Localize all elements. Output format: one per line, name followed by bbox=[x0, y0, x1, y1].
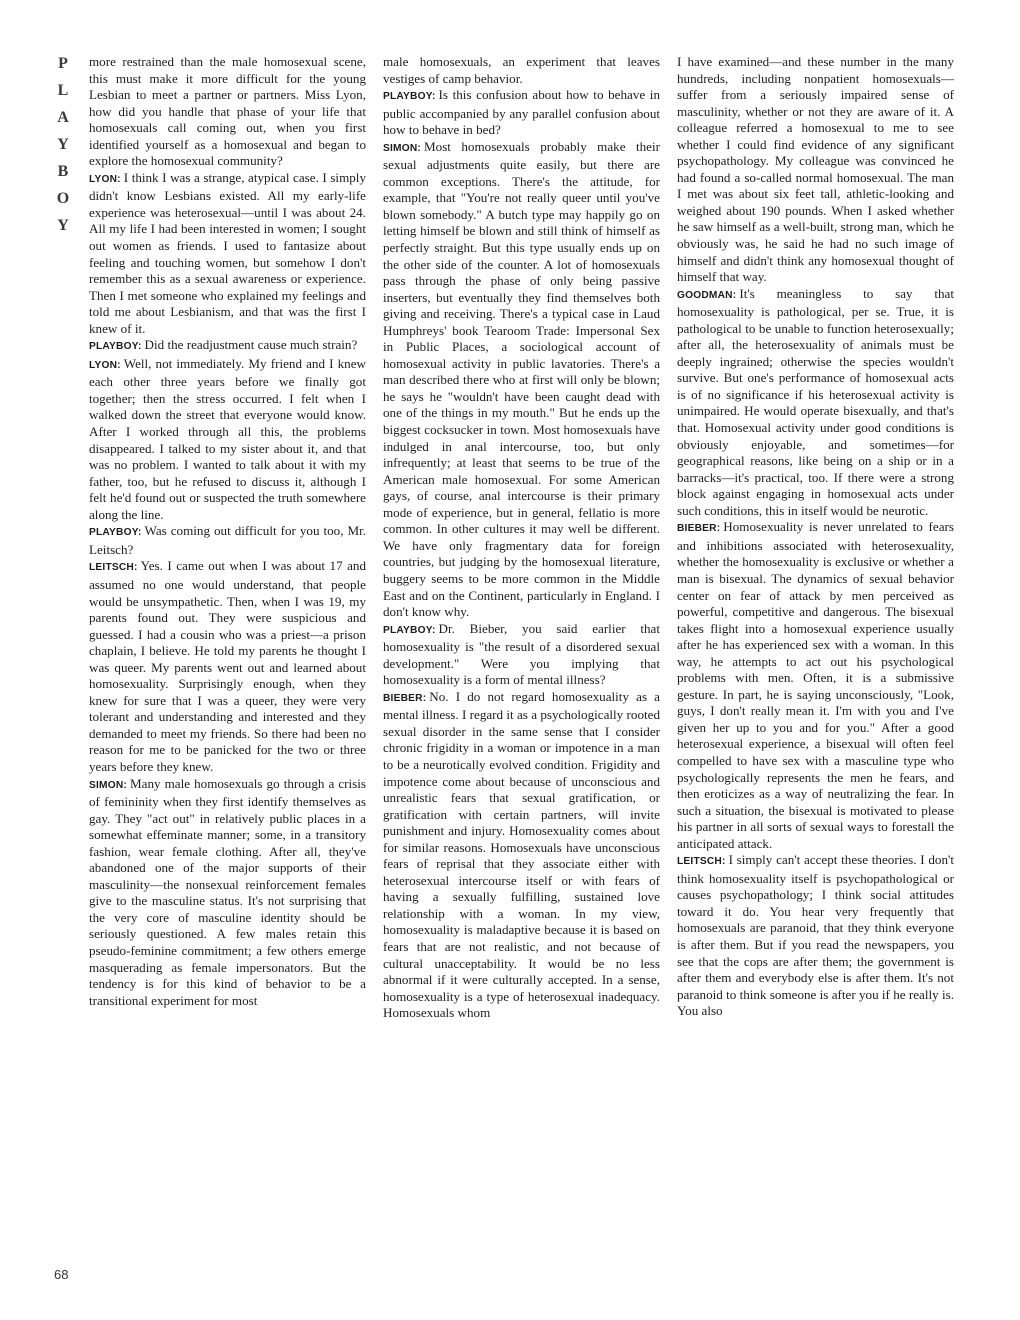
masthead-letter: P bbox=[58, 55, 68, 72]
paragraph bbox=[383, 621, 660, 689]
speaker-label: GOODMAN: bbox=[677, 289, 737, 301]
paragraph bbox=[383, 139, 660, 621]
paragraph-text: more restrained than the male homosexual scene, this must make it more difficult for the young Lesbian to meet a partner or partners. Miss Lyon, how did you handle that phase of your life that homosexuals call coming out, when you first identified yourself as a homosexual and began to explore the homosexual community? bbox=[89, 54, 366, 169]
paragraph bbox=[89, 337, 366, 356]
masthead-letter: O bbox=[56, 190, 70, 207]
paragraph-text: Was coming out difficult for you too, Mr. Leitsch? bbox=[89, 523, 366, 557]
masthead-letter: A bbox=[57, 109, 69, 126]
paragraph-text: Is this confusion about how to behave in public accompanied by any parallel confusion about how to behave in bed? bbox=[383, 87, 660, 138]
paragraph-text: No. I do not regard homosexuality as a mental illness. I regard it as a psychologically rooted sexual disorder in the same sense that I consider chronic frigidity in a woman or impotence in a man to be a neurotically evolved condition. Frigidity and impotence come about because of unconscious and unrealistic fears that sexual gratification, or gratification with certain partners, will invite punishment and injury. Homosexuality comes about for similar reasons. Homosexuals have unconscious fears of reprisal that they associate either with heterosexual intercourse itself or with fears of having a sexually fulfilling, sustained love relationship with a woman. In my view, homosexuality is maladaptive because it is based on fears that are not realistic, and not because of cultural unacceptability. It would be no less abnormal if it were culturally accepted. In a sense, homosexuality is a type of heterosexual inadequacy. Homosexuals whom bbox=[383, 688, 660, 1021]
paragraph bbox=[89, 558, 366, 775]
speaker-label: LYON: bbox=[89, 173, 121, 185]
paragraph-text: I think I was a strange, atypical case. I simply didn't know Lesbians existed. All my early-life experience was heterosexual—until I was about 24. All my life I had been interested in women; I sought out women as friends. I used to fantasize about feeling and touching women, but somehow I don't remember this as a sexual awareness or experience. Then I met someone who explained my feelings and told me about Lesbianism, and that was the first I knew of it. bbox=[89, 169, 366, 336]
text-column-2 bbox=[383, 54, 660, 1022]
paragraph bbox=[383, 87, 660, 139]
text-column-3 bbox=[677, 54, 954, 1020]
paragraph-text: Many male homosexuals go through a crisis of femininity when they first identify themselves as gay. They "act out" in relatively public places in a somewhat effeminate manner; some, in a transitory fashion, wear female clothing. After all, they've abandoned one of the major supports of their masculinity—the nonsexual reinforcement females give to the masculine status. It's not surprising that the very core of masculine identity should be seriously questioned. A few males retain this pseudo-feminine commitment; a few others emerge masquerading as female impersonators. But the tendency is for this kind of behavior to be a transitional experiment for most bbox=[89, 775, 366, 1008]
speaker-label: SIMON: bbox=[89, 779, 127, 791]
masthead-letter: Y bbox=[57, 136, 69, 153]
paragraph-text: Yes. I came out when I was about 17 and assumed no one would understand, that people would be unsympathetic. Then, when I was 19, my parents found out. They were suspicious and guessed. I had a cousin who was a priest—a prison chaplain, I believe. He told my parents he thought I was queer. My parents went out and learned about homosexuality. Surprisingly enough, when they knew for sure that I was a queer, they were very tolerant and understanding and interested and they demanded to meet my friends. So there had been no reason for me to be panicked for the two or three years before they knew. bbox=[89, 558, 366, 774]
page-number: 68 bbox=[54, 1267, 69, 1282]
speaker-label: LEITSCH: bbox=[677, 856, 726, 868]
paragraph bbox=[677, 54, 954, 286]
paragraph bbox=[89, 523, 366, 558]
text-column-1 bbox=[89, 54, 366, 1009]
speaker-label: BIEBER: bbox=[383, 692, 427, 704]
speaker-label: PLAYBOY: bbox=[89, 527, 142, 539]
speaker-label: LYON: bbox=[89, 359, 121, 371]
paragraph bbox=[383, 689, 660, 1022]
paragraph bbox=[89, 356, 366, 523]
masthead-letter: Y bbox=[57, 217, 69, 234]
paragraph bbox=[677, 286, 954, 520]
paragraph bbox=[89, 776, 366, 1010]
paragraph-text: I have examined—and these number in the many hundreds, including nonpatient homosexuals—suffer from a seriously impaired sense of masculinity, whether or not they are aware of it. A colleague referred a homosexual to me to see whether I could find evidence of any significant psychopathology. My colleague was convinced he had found a so-called normal homosexual. The man I met was about six feet tall, athletic-looking and weighed about 190 pounds. When I asked whether he saw himself as a well-built, strong man, which he obviously was, he said he had no such image of himself and didn't think any homosexual thought of himself that way. bbox=[677, 54, 954, 285]
speaker-label: PLAYBOY: bbox=[383, 91, 436, 103]
speaker-label: PLAYBOY: bbox=[89, 341, 142, 353]
paragraph bbox=[89, 170, 366, 337]
paragraph bbox=[677, 519, 954, 852]
paragraph-text: It's meaningless to say that homosexuality is pathological, per se. True, it is pathological to be unable to function heterosexually; after all, the heterosexuality of animals must be deeply ingrained; otherwise the species wouldn't survive. But one's performance of homosexual acts is of no significance if his heterosexual activity is unimpaired. He would operate bisexually, and that's that. Homosexual activity under good conditions is obviously enjoyable, and sometimes—for geographical reasons, like being on a ship or in a barracks—it's practical, too. If there were a strong block against engaging in homosexual acts under such conditions, this in itself would be neurotic. bbox=[677, 285, 954, 518]
paragraph bbox=[677, 852, 954, 1019]
speaker-label: PLAYBOY: bbox=[383, 624, 436, 636]
paragraph bbox=[89, 54, 366, 170]
masthead-letter: B bbox=[57, 163, 69, 180]
speaker-label: SIMON: bbox=[383, 142, 421, 154]
paragraph-text: male homosexuals, an experiment that leaves vestiges of camp behavior. bbox=[383, 54, 660, 86]
paragraph-text: Most homosexuals probably make their sexual adjustments quite easily, but there are common exceptions. There's the attitude, for example, that "You're not really queer until you've blown somebody." A butch type may happily go on letting himself be blown and still think of himself as perfectly straight. But this type usually ends up on the other side of the counter. A lot of homosexuals pass through the phase of only being passive inserters, but eventually they find themselves both giving and receiving. There's a typical case in Laud Humphreys' book Tearoom Trade: Impersonal Sex in Public Places, a sociological account of homosexual activity in public lavatories. There's a man described there who at first will only be blown; he says he "wouldn't have been caught dead with one of the things in my mouth." But he ends up the biggest cocksucker in town. Most homosexuals have indulged in anal intercourse, too, but only infrequently; at least that seems to be true of the American male homosexual. For some American gays, of course, anal intercourse is their primary mode of experience, but in general, fellatio is more common. In other cultures it may well be different. We have only fragmentary data for foreign countries, but judging by the homosexual literature, buggery seems to be more common in the Middle East and on the Continent, particularly in England. I don't know why. bbox=[383, 138, 660, 620]
paragraph-text: I simply can't accept these theories. I don't think homosexuality itself is psychopathological or causes psychopathology; I think social attitudes toward it do. You hear very frequently that homosexuals are paranoid, that they think everyone is after them. But if you read the newspapers, you see that the cops are after them; the government is after them and everybody else is after them. It's not paranoid to think someone is after you if he really is. You also bbox=[677, 852, 954, 1019]
speaker-label: BIEBER: bbox=[677, 523, 721, 535]
magazine-masthead bbox=[48, 50, 78, 234]
paragraph-text: Did the readjustment cause much strain? bbox=[144, 337, 358, 353]
paragraph bbox=[383, 54, 660, 87]
paragraph-text: Dr. Bieber, you said earlier that homosexuality is "the result of a disordered sexual development." Were you implying that homosexuality is a form of mental illness? bbox=[383, 620, 660, 688]
paragraph-text: Well, not immediately. My friend and I knew each other three years before we finally got together; then the stress occurred. I felt when I walked down the street that everyone would know. After I worked through all this, the problems disappeared. I talked to my sister about it, and that was no problem. I wanted to talk about it with my father, too, but he refused to discuss it, although I felt he'd found out or suspected the truth somewhere along the line. bbox=[89, 355, 366, 522]
speaker-label: LEITSCH: bbox=[89, 562, 138, 574]
masthead-letter: L bbox=[57, 82, 69, 99]
paragraph-text: Homosexuality is never unrelated to fears and inhibitions associated with heterosexuality, whether the homosexuality is exclusive or whether a man is bisexual. The dynamics of sexual behavior center on fear of attack by men perceived as powerful, competitive and dangerous. The bisexual takes flight into a homosexual experience usually after he has experienced sex with a woman. In this way, he attempts to act out his psychological problems with men. Often, it is a submissive gesture. In part, he is saying unconsciously, "Look, guys, I don't really mean it. I'm with you and I've given her up to you and for you." After a good heterosexual experience, a bisexual will often feel compelled to have sex with a masculine type who psychologically represents the men he fears, and then eroticizes as a way of neutralizing the fear. In such a situation, the bisexual is motivated to please his partner in all sorts of sexual ways to forestall the anticipated attack. bbox=[677, 519, 954, 851]
